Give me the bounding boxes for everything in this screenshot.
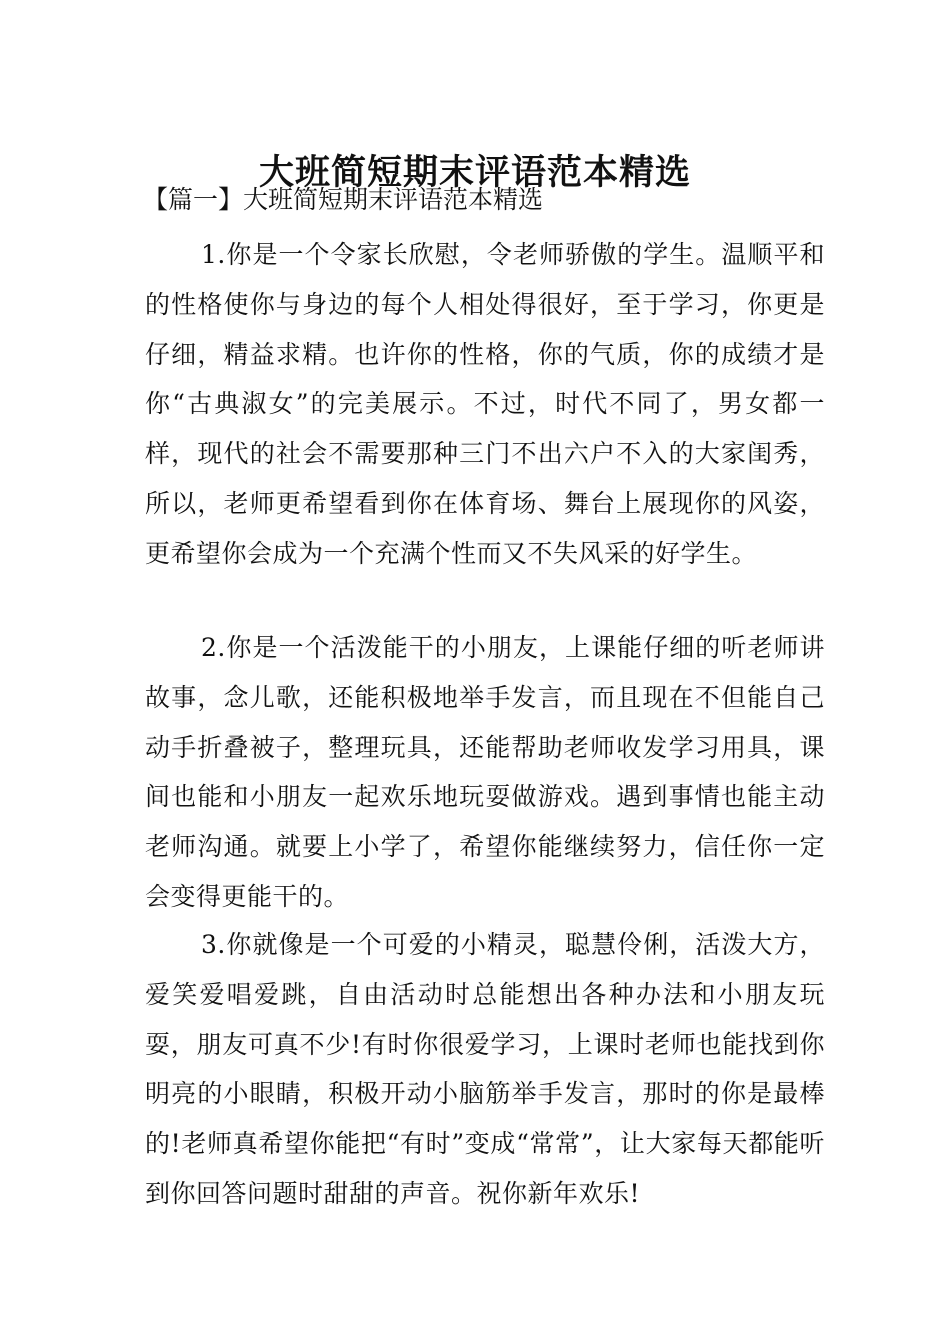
comment-paragraph-2: 2.你是一个活泼能干的小朋友，上课能仔细的听老师讲故事，念儿歌，还能积极地举手发言，而且现在不但能自己动手折叠被子，整理玩具，还能帮助老师收发学习用具，课间也能和小朋友一起欢乐地玩耍做游戏。遇到事情也能主动老师沟通。就要上小学了，希望你能继续努力，信任你一定会变得更能干的。 bbox=[145, 633, 825, 911]
section-heading: 【篇一】大班简短期末评语范本精选 bbox=[143, 185, 544, 214]
document-title: 大班简短期末评语范本精选 bbox=[258, 152, 691, 194]
comment-paragraph-1: 1.你是一个令家长欣慰，令老师骄傲的学生。温顺平和的性格使你与身边的每个人相处得很好，至于学习，你更是仔细，精益求精。也许你的性格，你的气质，你的成绩才是你“古典淑女”的完美展示。不过，时代不同了，男女都一样，现代的社会不需要那种三门不出六户不入的大家闺秀，所以，老师更希望看到你在体育场、舞台上展现你的风姿，更希望你会成为一个充满个性而又不失风采的好学生。 bbox=[145, 240, 825, 568]
comment-paragraph-3: 3.你就像是一个可爱的小精灵，聪慧伶俐，活泼大方，爱笑爱唱爱跳，自由活动时总能想出各种办法和小朋友玩耍，朋友可真不少!有时你很爱学习，上课时老师也能找到你明亮的小眼睛，积极开动小脑筋举手发言，那时的你是最棒的!老师真希望你能把“有时”变成“常常”，让大家每天都能听到你回答问题时甜甜的声音。祝你新年欢乐! bbox=[145, 930, 825, 1208]
